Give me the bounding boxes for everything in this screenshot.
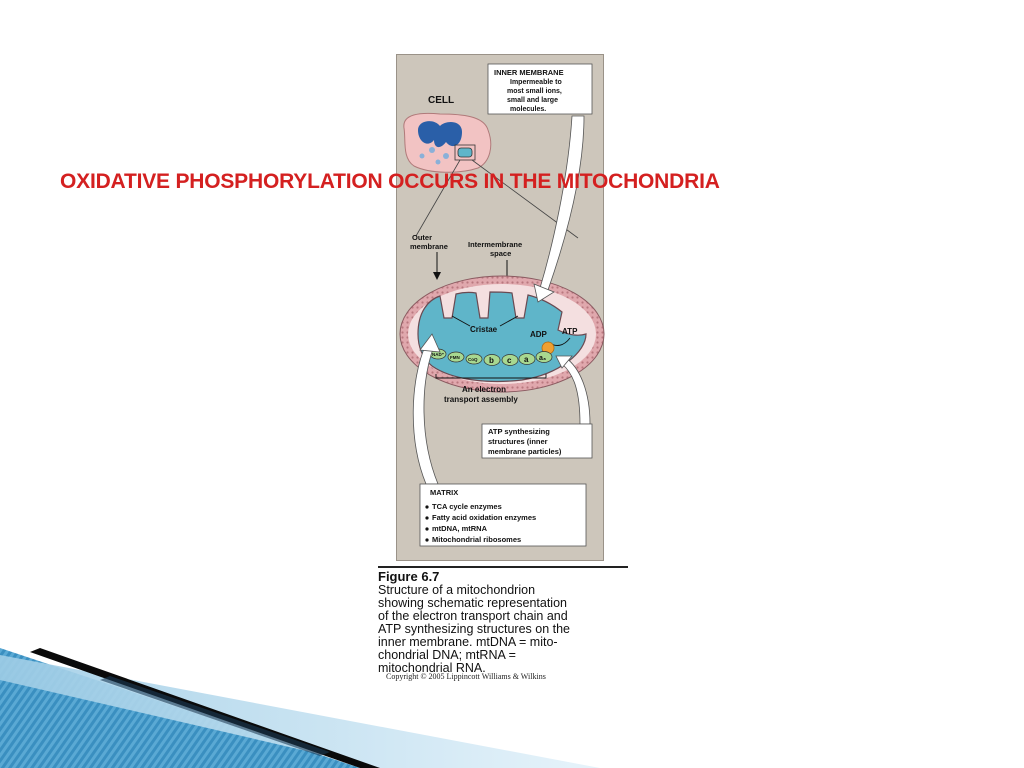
slide-title: OXIDATIVE PHOSPHORYLATION OCCURS IN THE MITOCHONDRIA: [60, 170, 720, 193]
atp-synthesizing-arrow: [562, 358, 590, 424]
figure-caption: [378, 566, 628, 675]
outer-membrane-label: Outer: [412, 233, 433, 242]
outer-membrane-label: membrane: [410, 242, 448, 251]
matrix-heading: MATRIX: [430, 488, 459, 497]
inner-membrane-line: molecules.: [510, 106, 547, 113]
electron-transport-label: An electron: [462, 385, 507, 394]
chain-component: a₃: [539, 355, 547, 362]
atp-synthesizing-label: ATP synthesizing: [488, 427, 550, 436]
matrix-item: Fatty acid oxidation enzymes: [432, 513, 537, 522]
chain-component: a: [524, 355, 529, 364]
atp-synthesizing-label: structures (inner: [488, 437, 548, 446]
small-mitochondrion: [458, 148, 472, 157]
atp-label: ATP: [562, 327, 578, 336]
atp-synthesizing-label: membrane particles): [488, 447, 562, 456]
matrix-item: TCA cycle enzymes: [432, 502, 502, 511]
adp-label: ADP: [530, 330, 547, 339]
inner-membrane-arrow: [540, 116, 584, 290]
cristae-label: Cristae: [470, 325, 498, 334]
caption-text: Structure of a mitochondrion showing schematic representation of the electron transport chain and ATP synthesizing structures on the inner membrane. mtDNA = mito- chondrial DNA; mtRNA = mitochondrial RNA.: [378, 583, 570, 675]
cell-label: CELL: [428, 95, 455, 106]
electron-transport-label: transport assembly: [444, 395, 518, 404]
chain-component: NAD⁺: [432, 352, 445, 357]
intermembrane-label: space: [490, 249, 512, 258]
inner-membrane-heading: INNER MEMBRANE: [494, 68, 564, 77]
chain-component: b: [489, 356, 494, 365]
inner-membrane-line: most small ions,: [507, 88, 562, 95]
copyright-notice: Copyright © 2005 Lippincott Williams & Wilkins: [386, 672, 546, 681]
chain-component: CoQ: [468, 357, 478, 362]
chain-component: c: [507, 356, 512, 365]
chain-component: FMN: [450, 355, 460, 360]
matrix-item: mtDNA, mtRNA: [432, 524, 487, 533]
matrix-item: Mitochondrial ribosomes: [432, 535, 522, 544]
inner-membrane-line: Impermeable to: [510, 79, 562, 86]
intermembrane-label: Intermembrane: [468, 240, 523, 249]
inner-membrane-line: small and large: [507, 97, 558, 104]
caption-title: Figure 6.7: [378, 569, 440, 584]
